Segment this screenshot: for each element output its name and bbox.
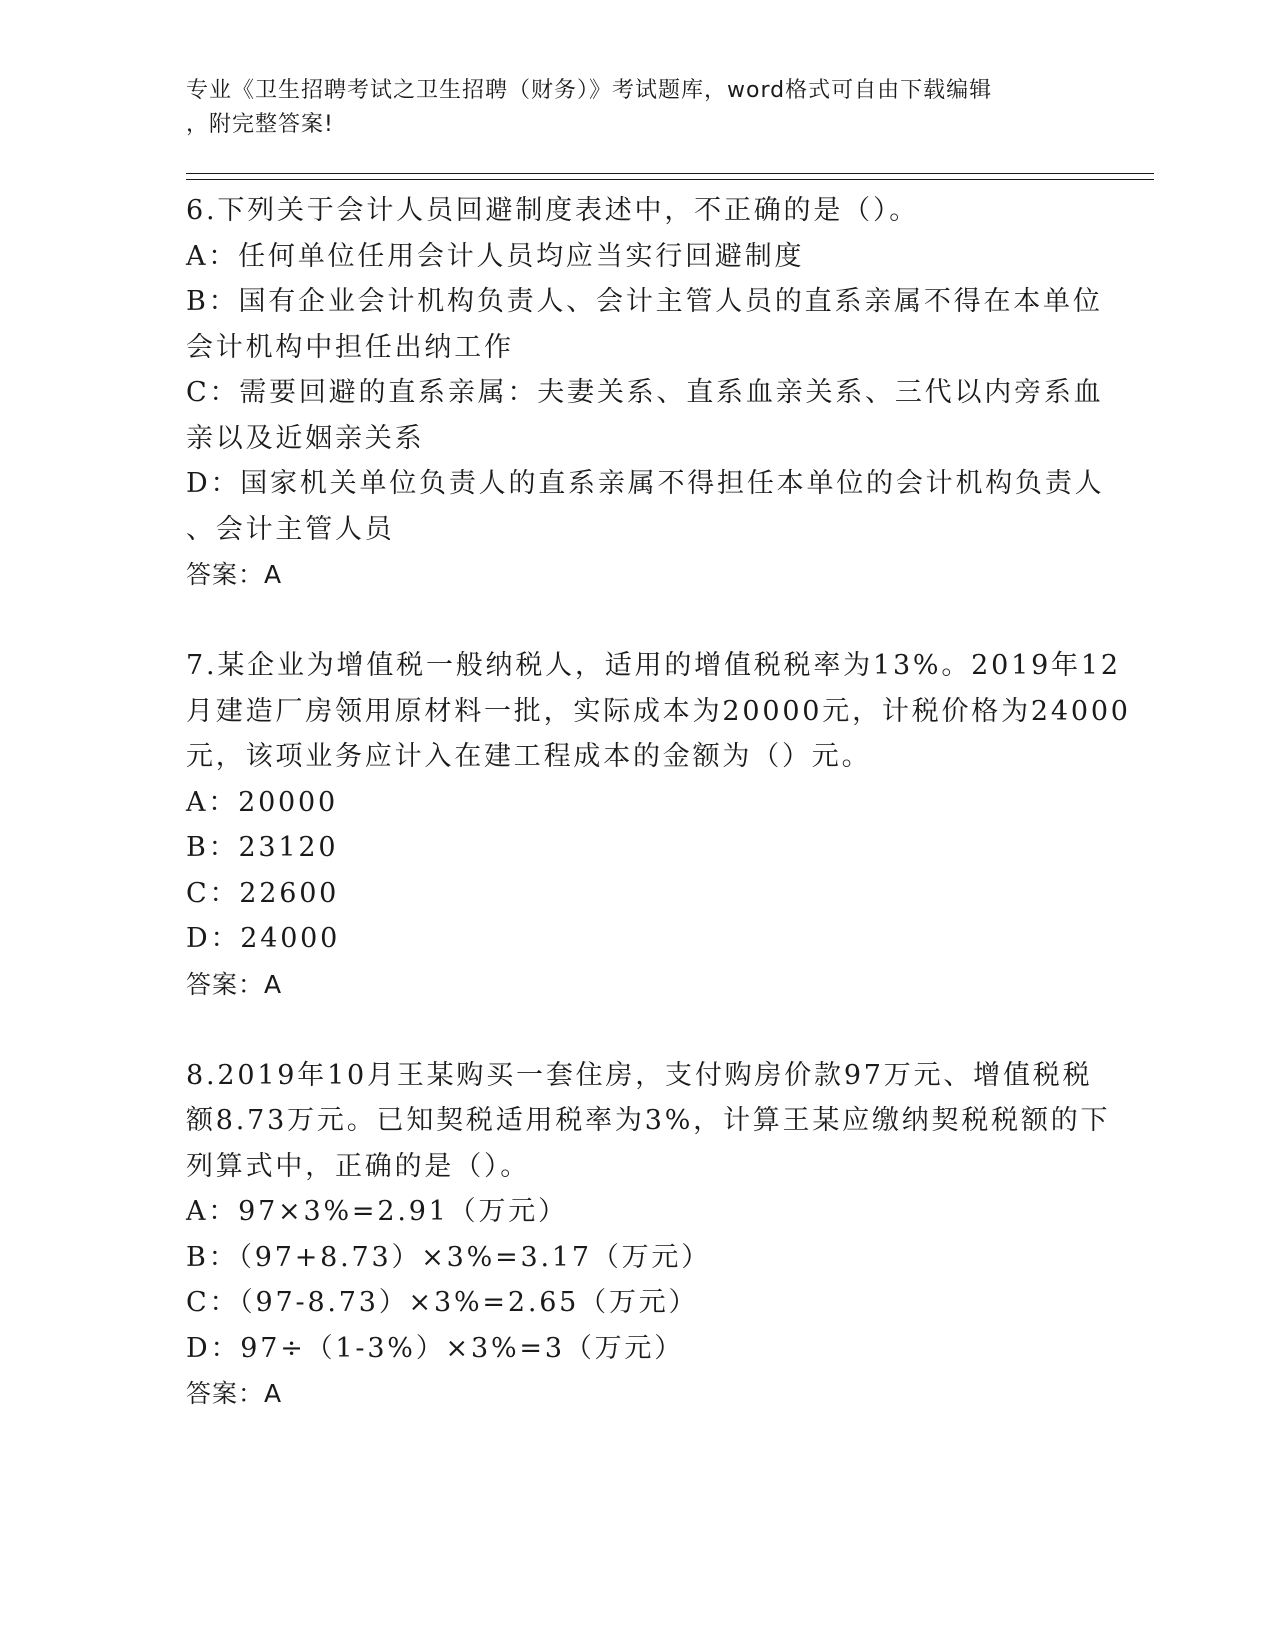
option-d-continuation: 、会计主管人员 [186, 513, 395, 545]
header-divider-top [186, 173, 1154, 174]
option-b-continuation: 会计机构中担任出纳工作 [186, 331, 514, 363]
question-stem-line: 列算式中，正确的是（）。 [186, 1150, 531, 1182]
option-a: A：任何单位任用会计人员均应当实行回避制度 [186, 240, 805, 272]
question-stem-line: 8.2019年10月王某购买一套住房，支付购房价款97万元、增值税税 [186, 1059, 1093, 1091]
option-c: C：（97-8.73）×3%=2.65（万元） [186, 1287, 699, 1318]
question-list [186, 188, 1131, 1417]
question-7 [186, 643, 1131, 1007]
question-6 [186, 188, 1105, 598]
option-b: B：（97+8.73）×3%=3.17（万元） [186, 1241, 712, 1273]
question-stem-line: 7.某企业为增值税一般纳税人，适用的增值税税率为13%。2019年12 [186, 650, 1121, 681]
question-spacer [186, 1007, 1086, 1053]
answer-line: 答案：A [186, 969, 283, 999]
header-line-2: ，附完整答案! [186, 112, 334, 137]
option-a: A：20000 [186, 786, 338, 818]
question-stem-line: 6.下列关于会计人员回避制度表述中，不正确的是（）。 [186, 195, 920, 226]
option-c-continuation: 亲以及近姻亲关系 [186, 422, 425, 454]
option-d: D：国家机关单位负责人的直系亲属不得担任本单位的会计机构负责人 [186, 468, 1105, 499]
option-d: D：97÷（1-3%）×3%=3（万元） [186, 1332, 685, 1364]
answer-line: 答案：A [186, 1379, 283, 1408]
option-a: A：97×3%=2.91（万元） [186, 1196, 568, 1227]
option-c: C：22600 [186, 877, 340, 909]
option-c: C：需要回避的直系亲属：夫妻关系、直系血亲关系、三代以内旁系血 [186, 377, 1104, 408]
header-divider-bottom [186, 179, 1154, 180]
question-8 [186, 1053, 1111, 1417]
question-stem-line: 月建造厂房领用原材料一批，实际成本为20000元，计税价格为24000 [186, 695, 1131, 727]
document-header [186, 74, 1066, 142]
question-stem-line: 元，该项业务应计入在建工程成本的金额为（）元。 [186, 741, 872, 772]
question-spacer [186, 598, 1086, 644]
option-b: B：国有企业会计机构负责人、会计主管人员的直系亲属不得在本单位 [186, 286, 1103, 317]
option-d: D：24000 [186, 923, 341, 954]
question-stem-line: 额8.73万元。已知契税适用税率为3%，计算王某应缴纳契税税额的下 [186, 1105, 1111, 1136]
header-line-1: 专业《卫生招聘考试之卫生招聘（财务）》考试题库，word格式可自由下载编辑 [186, 78, 993, 103]
option-b: B：23120 [186, 832, 339, 863]
answer-line: 答案：A [186, 560, 283, 589]
